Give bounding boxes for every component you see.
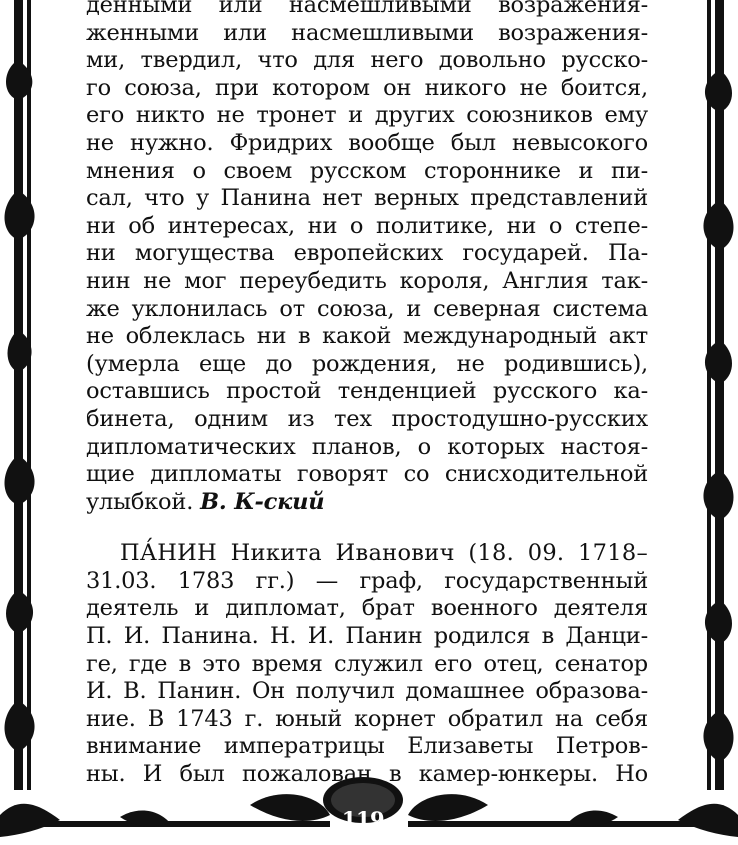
page-number-badge xyxy=(327,797,399,841)
text-line: не облеклась ни в какой международный акт xyxy=(86,323,648,350)
text-line: сал, что у Панина нет верных представлений xyxy=(86,185,648,212)
text-line: деятель и дипломат, брат военного деятеля xyxy=(86,595,648,622)
closing-text: улыбкой. xyxy=(86,488,194,515)
text-line: 31.03. 1783 гг.) — граф, государственный xyxy=(86,567,648,594)
text-line: дипломатических планов, о которых настоя- xyxy=(86,433,648,460)
text-line: женными или насмешливыми возражения- xyxy=(86,19,648,46)
right-ornamental-border xyxy=(694,0,738,790)
text-line: ни могущества европейских государей. Па- xyxy=(86,240,648,267)
text-line: же уклонилась от союза, и северная система xyxy=(86,295,648,322)
text-line: денными или насмешливыми возражения- xyxy=(86,0,648,18)
text-line: оставшись простой тенденцией русского ка- xyxy=(86,378,648,405)
text-line: ге, где в это время служил его отец, сенатор xyxy=(86,650,648,677)
text-line: бинета, одним из тех простодушно-русских xyxy=(86,405,648,432)
text-line: мнения о своем русском стороннике и пи- xyxy=(86,157,648,184)
text-line: не нужно. Фридрих вообще был невысокого xyxy=(86,129,648,156)
text-line: го союза, при котором он никого не боится, xyxy=(86,74,648,101)
text-line: щие дипломаты говорят со снисходительной xyxy=(86,461,648,488)
text-line: ны. И был пожалован в камер-юнкеры. Но xyxy=(86,761,648,788)
text-line: ми, твердил, что для него довольно русско- xyxy=(86,47,648,74)
text-line-final xyxy=(86,489,648,517)
page-number: 119 xyxy=(341,806,385,832)
text-line: П. И. Панина. Н. И. Панин родился в Данци- xyxy=(86,623,648,650)
text-line: И. В. Панин. Он получил домашнее образова- xyxy=(86,678,648,705)
text-line: его никто не тронет и других союзников ему xyxy=(86,102,648,129)
left-ornamental-border xyxy=(0,0,44,790)
page-text xyxy=(86,0,648,789)
text-line: ни об интересах, ни о политике, ни о степе- xyxy=(86,212,648,239)
text-line: (умерла еще до рождения, не родившись), xyxy=(86,350,648,377)
text-line: ние. В 1743 г. юный корнет обратил на себя xyxy=(86,705,648,732)
author-signature: В. К-ский xyxy=(200,488,325,515)
entry-heading-line: ПА́НИН Никита Иванович (18. 09. 1718– xyxy=(120,540,648,567)
text-line: внимание императрицы Елизаветы Петров- xyxy=(86,733,648,760)
text-line: нин не мог переубедить короля, Англия так- xyxy=(86,267,648,294)
